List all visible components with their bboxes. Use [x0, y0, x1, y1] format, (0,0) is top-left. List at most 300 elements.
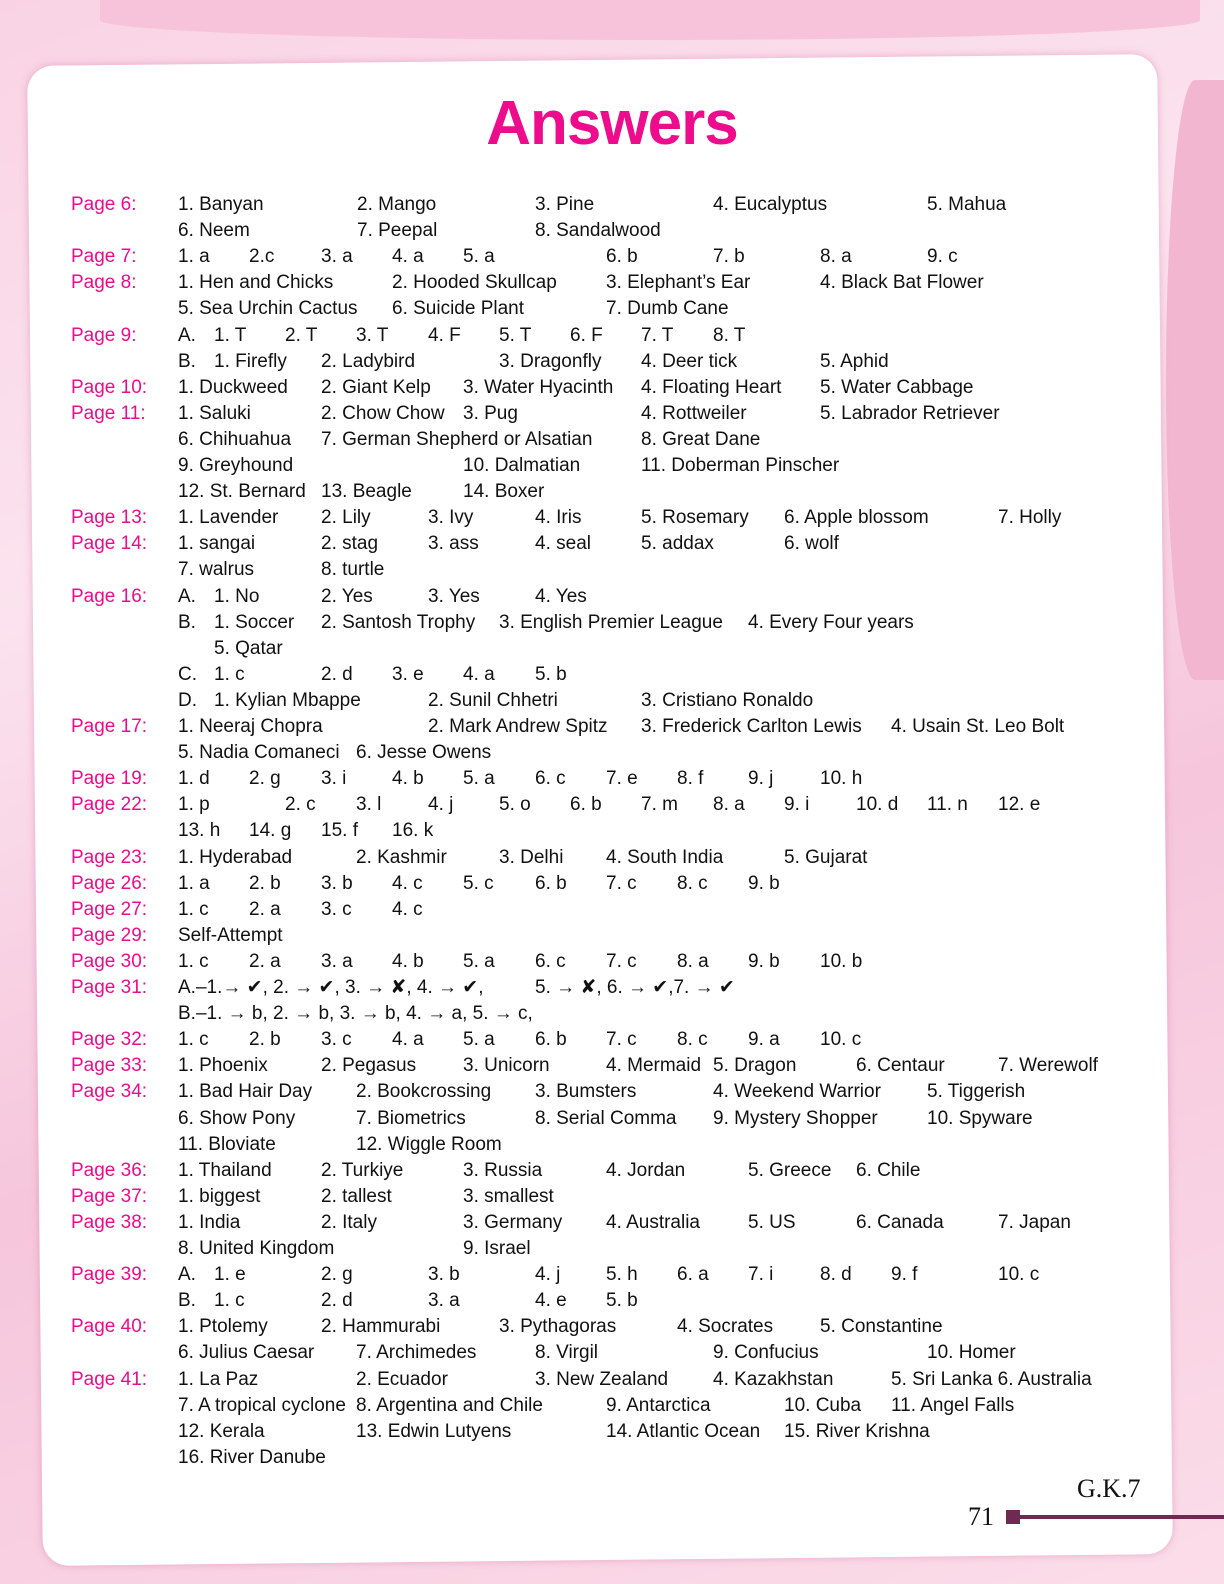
answer-item: 2. c — [285, 794, 316, 816]
answer-item: 7. i — [748, 1264, 774, 1286]
page-label: Page 27: — [71, 898, 148, 920]
answer-item: 3. b — [321, 872, 353, 894]
answer-item: 16. River Danube — [178, 1446, 326, 1468]
answer-row — [0, 1367, 1224, 1393]
answer-row — [0, 975, 1224, 1001]
answer-item: 1. d — [178, 768, 210, 790]
answer-item: 6. Chihuahua — [178, 428, 292, 450]
answer-item: 6. Suicide Plant — [392, 298, 525, 320]
page-label: Page 19: — [71, 768, 148, 790]
answer-item: 4. j — [535, 1264, 561, 1286]
answer-item: 4. South India — [606, 846, 724, 868]
answer-item: 2. a — [249, 898, 281, 920]
answer-item: 4. Mermaid — [606, 1055, 702, 1077]
page-label: Page 34: — [71, 1081, 148, 1103]
answer-row — [0, 584, 1224, 610]
answer-item: 4. b — [392, 950, 424, 972]
page-label: Page 13: — [71, 507, 148, 529]
answer-item: 5. Tiggerish — [927, 1081, 1026, 1103]
page-label: Page 41: — [71, 1368, 148, 1390]
answer-item: 4. c — [392, 872, 423, 894]
answer-row — [0, 688, 1224, 714]
page-label: Page 32: — [71, 1029, 148, 1051]
answer-item: 11. Doberman Pinscher — [641, 455, 840, 476]
answer-row — [0, 923, 1224, 949]
answer-item: 4. a — [392, 1029, 424, 1051]
answer-item: 3. Cristiano Ronaldo — [641, 689, 814, 711]
answer-row — [0, 1340, 1224, 1366]
answer-item: 4. j — [428, 794, 454, 816]
answer-item: 12. St. Bernard — [178, 481, 306, 503]
answer-item: 5. b — [535, 663, 567, 685]
answer-item: 3. Russia — [463, 1159, 543, 1181]
answer-item: 5. a — [463, 950, 495, 972]
page-title: Answers — [486, 89, 738, 158]
answer-item: 3. ass — [428, 533, 479, 555]
answer-item: 6. Chile — [856, 1159, 921, 1181]
answer-item: 11. Angel Falls — [891, 1394, 1015, 1416]
answer-item: 1. Saluki — [178, 402, 251, 424]
answer-item: 6. Neem — [178, 220, 250, 242]
answer-item: 4. Black Bat Flower — [820, 272, 984, 294]
answer-item: B.–1. → b, 2. → b, 3. → b, 4. → a, 5. → c, — [178, 1003, 533, 1025]
answer-item: 1. No — [214, 585, 260, 607]
answer-item: 15. f — [321, 820, 358, 842]
answer-item: 1. c — [214, 663, 245, 685]
answer-item: 6. Julius Caesar — [178, 1342, 315, 1364]
answer-item: 3. Frederick Carlton Lewis — [641, 716, 862, 737]
answer-row — [0, 714, 1224, 740]
answer-item: 5. Constantine — [820, 1316, 943, 1338]
answer-row — [0, 1288, 1224, 1314]
answer-item: 4. F — [428, 324, 461, 346]
answer-item: 5. Rosemary — [641, 507, 749, 529]
answer-item: 1. India — [178, 1211, 241, 1233]
answer-item: 1. c — [214, 1290, 245, 1312]
answer-row — [0, 244, 1224, 270]
answer-item: 6. c — [535, 950, 566, 972]
answer-item: 3. c — [321, 1029, 352, 1051]
answer-item: 9. i — [784, 794, 810, 816]
answer-item: 3. Pug — [463, 402, 518, 424]
answer-row — [0, 505, 1224, 531]
answer-item: 6. Centaur — [856, 1055, 945, 1077]
answer-item: 7. c — [606, 1029, 637, 1051]
footer-rule — [1018, 1515, 1224, 1519]
answer-item: A. — [178, 1264, 196, 1286]
answer-row — [0, 1314, 1224, 1340]
answer-item: 8. a — [713, 794, 745, 816]
answer-item: 6. a — [677, 1264, 709, 1286]
page-label: Page 16: — [71, 585, 148, 607]
answer-item: 1. sangai — [178, 533, 256, 555]
answer-item: 2. Mark Andrew Spitz — [428, 716, 608, 737]
answer-item: 5. a — [463, 246, 495, 268]
answer-row — [0, 1001, 1224, 1027]
answer-item: 5. Aphid — [820, 350, 889, 372]
answer-item: 3. Bumsters — [535, 1081, 637, 1103]
answer-row — [0, 270, 1224, 296]
answer-row — [0, 818, 1224, 844]
answer-item: 7. Werewolf — [998, 1055, 1098, 1077]
answer-item: 14. Atlantic Ocean — [606, 1420, 761, 1442]
page-number: 71 — [968, 1502, 994, 1531]
answer-item: 3. Dragonfly — [499, 350, 602, 372]
answer-item: 3. smallest — [463, 1185, 554, 1207]
answer-item: 2. Giant Kelp — [321, 376, 431, 398]
answer-item: 2. d — [321, 663, 353, 685]
answer-item: 4. e — [535, 1290, 567, 1312]
answer-item: 2. Mango — [357, 194, 437, 215]
answer-item: 6. b — [535, 1029, 567, 1051]
answer-item: 7. m — [641, 794, 678, 816]
answer-item: 9. Israel — [463, 1238, 531, 1259]
answer-item: 6. b — [535, 872, 567, 894]
answer-row — [0, 323, 1224, 349]
answer-item: 7. Holly — [998, 507, 1062, 529]
answer-row — [0, 218, 1224, 244]
answer-item: 3. Delhi — [499, 846, 564, 868]
answer-item: 1. c — [178, 950, 209, 972]
answer-item: 10. c — [820, 1029, 862, 1051]
answer-item: 8. Virgil — [535, 1342, 599, 1364]
answer-item: B. — [178, 1290, 196, 1312]
answer-item: 3. Pythagoras — [499, 1316, 617, 1338]
answer-item: 1. e — [214, 1264, 246, 1286]
answer-item: 4. Usain St. Leo Bolt — [891, 716, 1065, 737]
answer-item: 6. F — [570, 324, 603, 346]
answer-item: 7. Archimedes — [356, 1342, 477, 1364]
answer-item: 1. Banyan — [178, 194, 264, 215]
answer-item: 2. T — [285, 324, 318, 346]
answer-item: 10. b — [820, 950, 863, 972]
answer-item: 4. Deer tick — [641, 350, 738, 372]
answer-item: 5. c — [463, 872, 494, 894]
answer-item: 2. Hooded Skullcap — [392, 272, 557, 294]
answer-item: 5. Dragon — [713, 1055, 797, 1077]
answer-row — [0, 557, 1224, 583]
answer-item: 11. Bloviate — [178, 1133, 276, 1155]
answer-item: 7. T — [641, 324, 674, 346]
answer-item: 2. a — [249, 950, 281, 972]
answer-item: 12. e — [998, 794, 1041, 816]
answer-item: 8. Sandalwood — [535, 220, 661, 242]
answer-item: 10. Spyware — [927, 1107, 1033, 1129]
answer-item: 10. h — [820, 768, 863, 790]
answer-item: 4. a — [392, 246, 424, 268]
answer-item: 5. b — [606, 1290, 638, 1312]
background-shape — [100, 0, 1200, 40]
answer-item: 1. c — [178, 1029, 209, 1051]
answer-item: 12. Wiggle Room — [356, 1133, 502, 1155]
page-label: Page 7: — [71, 246, 137, 268]
answer-row — [0, 845, 1224, 871]
page-label: Page 31: — [71, 977, 148, 998]
page-label: Page 17: — [71, 716, 148, 737]
answer-item: 3. Pine — [535, 194, 595, 215]
answer-item: 9. a — [748, 1029, 780, 1051]
answer-item: 9. Greyhound — [178, 455, 294, 476]
answer-row — [0, 740, 1224, 766]
page-label: Page 30: — [71, 950, 148, 972]
answer-row — [0, 662, 1224, 688]
answer-item: 6. b — [606, 246, 638, 268]
answer-item: 10. Cuba — [784, 1394, 862, 1416]
answer-item: 10. Homer — [927, 1342, 1016, 1364]
page-label: Page 11: — [71, 402, 146, 424]
answer-item: 2. Ladybird — [321, 350, 416, 372]
answer-item: 8. Serial Comma — [535, 1107, 677, 1129]
answer-row — [0, 1027, 1224, 1053]
answer-item: 7. b — [713, 246, 745, 268]
answer-row — [0, 375, 1224, 401]
page-label: Page 33: — [71, 1055, 148, 1077]
answer-item: 2. Chow Chow — [321, 402, 445, 424]
answer-item: 5. o — [499, 794, 531, 816]
answer-row — [0, 1106, 1224, 1132]
answer-item: 2. Lily — [321, 507, 371, 529]
answer-item: 7. Dumb Cane — [606, 298, 729, 320]
answer-item: 11. n — [927, 794, 968, 816]
answer-item: 8. c — [677, 872, 708, 894]
answer-item: 2. Hammurabi — [321, 1316, 441, 1338]
answer-item: 4. seal — [535, 533, 591, 555]
page-label: Page 10: — [71, 376, 148, 398]
answer-item: 7. Japan — [998, 1211, 1071, 1233]
answer-item: 6. Apple blossom — [784, 507, 929, 529]
answer-item: 2. d — [321, 1290, 353, 1312]
answer-item: 2. Santosh Trophy — [321, 611, 476, 633]
answer-item: 6. Show Pony — [178, 1107, 296, 1129]
page-label: Page 6: — [71, 194, 137, 215]
answer-item: 13. Beagle — [321, 481, 412, 503]
answer-item: 2.c — [249, 246, 275, 268]
page-label: Page 23: — [71, 846, 148, 868]
answer-item: 7. walrus — [178, 559, 255, 581]
answer-item: 5. → ✘, 6. → ✔,7. → ✔ — [535, 977, 735, 998]
answer-row — [0, 766, 1224, 792]
answer-item: 2. stag — [321, 533, 379, 555]
answer-item: 9. Antarctica — [606, 1394, 711, 1416]
answer-item: 13. Edwin Lutyens — [356, 1420, 512, 1442]
answer-row — [0, 949, 1224, 975]
answer-item: 5. Water Cabbage — [820, 376, 974, 398]
answer-row — [0, 1184, 1224, 1210]
answer-item: 2. Sunil Chhetri — [428, 689, 558, 711]
answer-item: 8. c — [677, 1029, 708, 1051]
answer-row — [0, 296, 1224, 322]
answer-item: 7. Peepal — [357, 220, 438, 242]
answer-item: 3. l — [356, 794, 382, 816]
answer-item: 1. Firefly — [214, 350, 287, 372]
answer-item: 3. T — [356, 324, 389, 346]
answer-item: B. — [178, 611, 196, 633]
answer-item: 7. c — [606, 872, 637, 894]
answer-row — [0, 1158, 1224, 1184]
answer-item: 7. German Shepherd or Alsatian — [321, 428, 593, 450]
answer-item: 3. a — [321, 246, 353, 268]
answer-item: 1. c — [178, 898, 209, 920]
answer-row — [0, 1236, 1224, 1262]
answer-row — [0, 531, 1224, 557]
answer-item: 1. Lavender — [178, 507, 279, 529]
answer-item: A.–1.→ ✔, 2. → ✔, 3. → ✘, 4. → ✔, — [178, 977, 484, 998]
answer-item: 9. Confucius — [713, 1342, 819, 1364]
answer-item: 1. Bad Hair Day — [178, 1081, 313, 1103]
answer-item: 14. Boxer — [463, 481, 545, 503]
answer-item: 8. a — [820, 246, 852, 268]
answer-item: 1. T — [214, 324, 247, 346]
answer-row — [0, 192, 1224, 218]
answer-item: 5. Mahua — [927, 194, 1007, 215]
answer-item: 8. United Kingdom — [178, 1238, 335, 1259]
answer-item: 3. b — [428, 1264, 460, 1286]
answer-item: 4. Australia — [606, 1211, 700, 1233]
answer-item: 9. j — [748, 768, 774, 790]
page-label: Page 37: — [71, 1185, 148, 1207]
answer-item: 4. Yes — [535, 585, 587, 607]
answer-item: 5. Greece — [748, 1159, 832, 1181]
answer-item: 1. p — [178, 794, 210, 816]
answer-item: 3. New Zealand — [535, 1368, 669, 1390]
answer-item: 5. T — [499, 324, 532, 346]
answer-item: 2. Ecuador — [356, 1368, 448, 1390]
answer-item: 8. turtle — [321, 559, 385, 581]
answer-row — [0, 401, 1224, 427]
answer-item: 9. c — [927, 246, 958, 268]
answer-row — [0, 636, 1224, 662]
answer-item: 2. b — [249, 872, 281, 894]
answer-item: 5. US — [748, 1211, 796, 1233]
answer-row — [0, 453, 1224, 479]
answer-item: 2. Pegasus — [321, 1055, 417, 1077]
answer-row — [0, 1053, 1224, 1079]
answer-item: 1. La Paz — [178, 1368, 259, 1390]
answer-item: 3. Ivy — [428, 507, 474, 529]
answer-item: 15. River Krishna — [784, 1420, 930, 1442]
answer-item: 5. Nadia Comaneci — [178, 742, 340, 764]
answer-item: 4. Socrates — [677, 1316, 774, 1338]
answer-item: 13. h — [178, 820, 221, 842]
answer-item: 1. Ptolemy — [178, 1316, 268, 1338]
answer-item: 2. Turkiye — [321, 1159, 404, 1181]
answer-item: 1. Hyderabad — [178, 846, 293, 868]
answer-item: 9. b — [748, 872, 780, 894]
answer-item: 3. i — [321, 768, 347, 790]
answer-item: 5. Qatar — [214, 637, 283, 659]
answer-row — [0, 1132, 1224, 1158]
page-label: Page 39: — [71, 1264, 148, 1286]
answer-item: 1. biggest — [178, 1185, 261, 1207]
answer-item: D. — [178, 689, 197, 711]
answer-item: C. — [178, 663, 197, 685]
answer-item: 4. Jordan — [606, 1159, 686, 1181]
page-label: Page 22: — [71, 794, 148, 816]
answer-item: 6. Canada — [856, 1211, 944, 1233]
answer-item: 2. g — [249, 768, 281, 790]
book-label: G.K.7 — [1077, 1474, 1141, 1503]
answer-row — [0, 349, 1224, 375]
answer-item: 4. Floating Heart — [641, 376, 782, 398]
page-label: Page 9: — [71, 324, 137, 346]
answer-item: 1. Soccer — [214, 611, 295, 633]
answer-item: 5. addax — [641, 533, 714, 555]
answer-item: 3. a — [428, 1290, 460, 1312]
answer-row — [0, 479, 1224, 505]
answer-item: 1. Kylian Mbappe — [214, 689, 361, 711]
answer-item: 3. Elephant’s Ear — [606, 272, 751, 294]
answer-row — [0, 1445, 1224, 1471]
answer-item: 2. Italy — [321, 1211, 377, 1233]
answer-row — [0, 871, 1224, 897]
answer-item: A. — [178, 324, 196, 346]
answer-item: 4. c — [392, 898, 423, 920]
answer-item: 10. c — [998, 1264, 1040, 1286]
answer-item: 3. Unicorn — [463, 1055, 550, 1077]
answer-item: 5. Gujarat — [784, 846, 868, 868]
answer-item: 5. a — [463, 768, 495, 790]
answer-item: 12. Kerala — [178, 1420, 265, 1442]
answer-item: 4. Rottweiler — [641, 402, 747, 424]
answer-item: 3. e — [392, 663, 424, 685]
page-label: Page 8: — [71, 272, 137, 294]
answer-item: 1. Hen and Chicks — [178, 272, 334, 294]
answer-item: 8. f — [677, 768, 704, 790]
answer-item: 2. Kashmir — [356, 846, 447, 868]
answer-item: 9. b — [748, 950, 780, 972]
answer-item: 3. English Premier League — [499, 611, 723, 633]
answer-row — [0, 1079, 1224, 1105]
answer-item: 7. c — [606, 950, 637, 972]
answer-row — [0, 1210, 1224, 1236]
answer-item: 16. k — [392, 820, 434, 842]
answer-item: 3. c — [321, 898, 352, 920]
answer-item: 5. h — [606, 1264, 638, 1286]
answer-item: 2. g — [321, 1264, 353, 1286]
page-label: Page 40: — [71, 1316, 148, 1338]
page-label: Page 29: — [71, 924, 148, 946]
answer-item: 4. Kazakhstan — [713, 1368, 834, 1390]
answer-item: 10. d — [856, 794, 899, 816]
answer-row — [0, 610, 1224, 636]
answer-item: B. — [178, 350, 196, 372]
answer-item: 4. Iris — [535, 507, 582, 529]
page-label: Page 38: — [71, 1211, 148, 1233]
answer-item: 6. wolf — [784, 533, 839, 555]
answer-item: 1. Neeraj Chopra — [178, 716, 323, 737]
answer-item: 8. Argentina and Chile — [356, 1394, 543, 1416]
answer-item: 6. b — [570, 794, 602, 816]
answer-item: 4. b — [392, 768, 424, 790]
answer-item: 8. d — [820, 1264, 852, 1286]
page-label: Page 14: — [71, 533, 148, 555]
answer-item: 5. a — [463, 1029, 495, 1051]
answer-item: 6. c — [535, 768, 566, 790]
answer-item: 9. Mystery Shopper — [713, 1107, 878, 1129]
answer-item: 1. a — [178, 246, 210, 268]
answer-item: 2. Yes — [321, 585, 373, 607]
answer-item: 1. Phoenix — [178, 1055, 268, 1077]
answer-item: 2. tallest — [321, 1185, 392, 1207]
answer-item: 3. a — [321, 950, 353, 972]
answer-row — [0, 427, 1224, 453]
answer-item: 4. a — [463, 663, 495, 685]
answer-item: 8. T — [713, 324, 746, 346]
answer-row — [0, 1262, 1224, 1288]
answer-item: 2. b — [249, 1029, 281, 1051]
answer-item: 2. Bookcrossing — [356, 1081, 492, 1103]
answer-item: 5. Sea Urchin Cactus — [178, 298, 358, 320]
